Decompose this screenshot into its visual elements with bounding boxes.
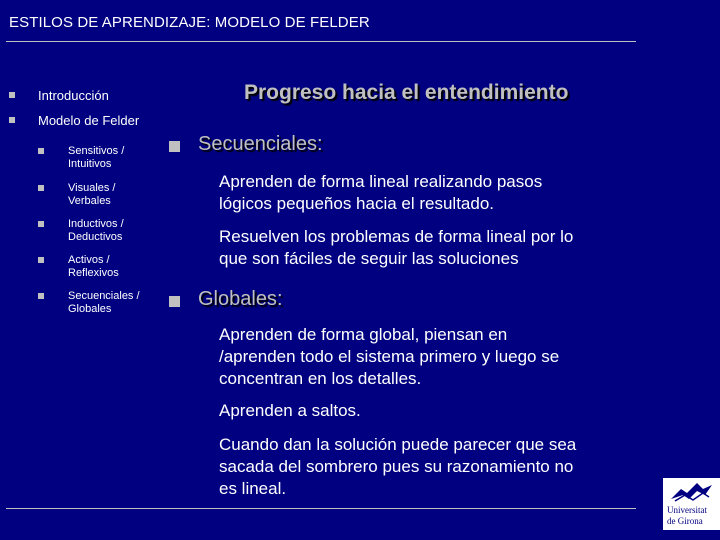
slide-header-title: ESTILOS DE APRENDIZAJE: MODELO DE FELDER (9, 14, 370, 31)
subitem-bullet (38, 257, 44, 263)
logo-birds-icon (669, 481, 714, 503)
paragraph: Aprenden a saltos. (219, 401, 361, 420)
sidebar-subitem-sensitivos[interactable]: Sensitivos / Intuitivos (68, 145, 125, 170)
main-heading: Progreso hacia el entendimiento (244, 81, 569, 104)
sidebar-item-introduccion[interactable]: Introducción (38, 88, 109, 103)
section-bullet (169, 141, 180, 152)
logo-text-line2: de Girona (667, 516, 703, 526)
sidebar-subitem-inductivos[interactable]: Inductivos / Deductivos (68, 218, 124, 243)
subitem-bullet (38, 148, 44, 154)
section-title-secuenciales: Secuenciales: (198, 133, 323, 155)
university-logo (663, 478, 720, 530)
subitem-bullet (38, 293, 44, 299)
paragraph: Cuando dan la solución puede parecer que sea sacada del sombrero pues su razonamiento no es lineal. (219, 435, 577, 498)
paragraph: Resuelven los problemas de forma lineal por lo que son fáciles de seguir las soluciones (219, 227, 574, 268)
section-bullet (169, 296, 180, 307)
sidebar-subitem-activos[interactable]: Activos / Reflexivos (68, 254, 119, 279)
sidebar-subitem-secuenciales[interactable]: Secuenciales / Globales (68, 290, 140, 315)
sidebar-bullet (9, 117, 15, 123)
subitem-bullet (38, 221, 44, 227)
subitem-bullet (38, 185, 44, 191)
sidebar-subitem-visuales[interactable]: Visuales / Verbales (68, 182, 116, 207)
logo-text-line1: Universitat (667, 505, 707, 515)
header-divider (6, 41, 636, 42)
footer-divider (6, 508, 636, 509)
sidebar-item-modelo-felder[interactable]: Modelo de Felder (38, 113, 140, 128)
paragraph: Aprenden de forma lineal realizando pasos lógicos pequeños hacia el resultado. (219, 172, 543, 213)
section-title-globales: Globales: (198, 288, 283, 310)
sidebar-bullet (9, 92, 15, 98)
paragraph: Aprenden de forma global, piensan en /aprenden todo el sistema primero y luego se concentran en los detalles. (219, 325, 560, 388)
